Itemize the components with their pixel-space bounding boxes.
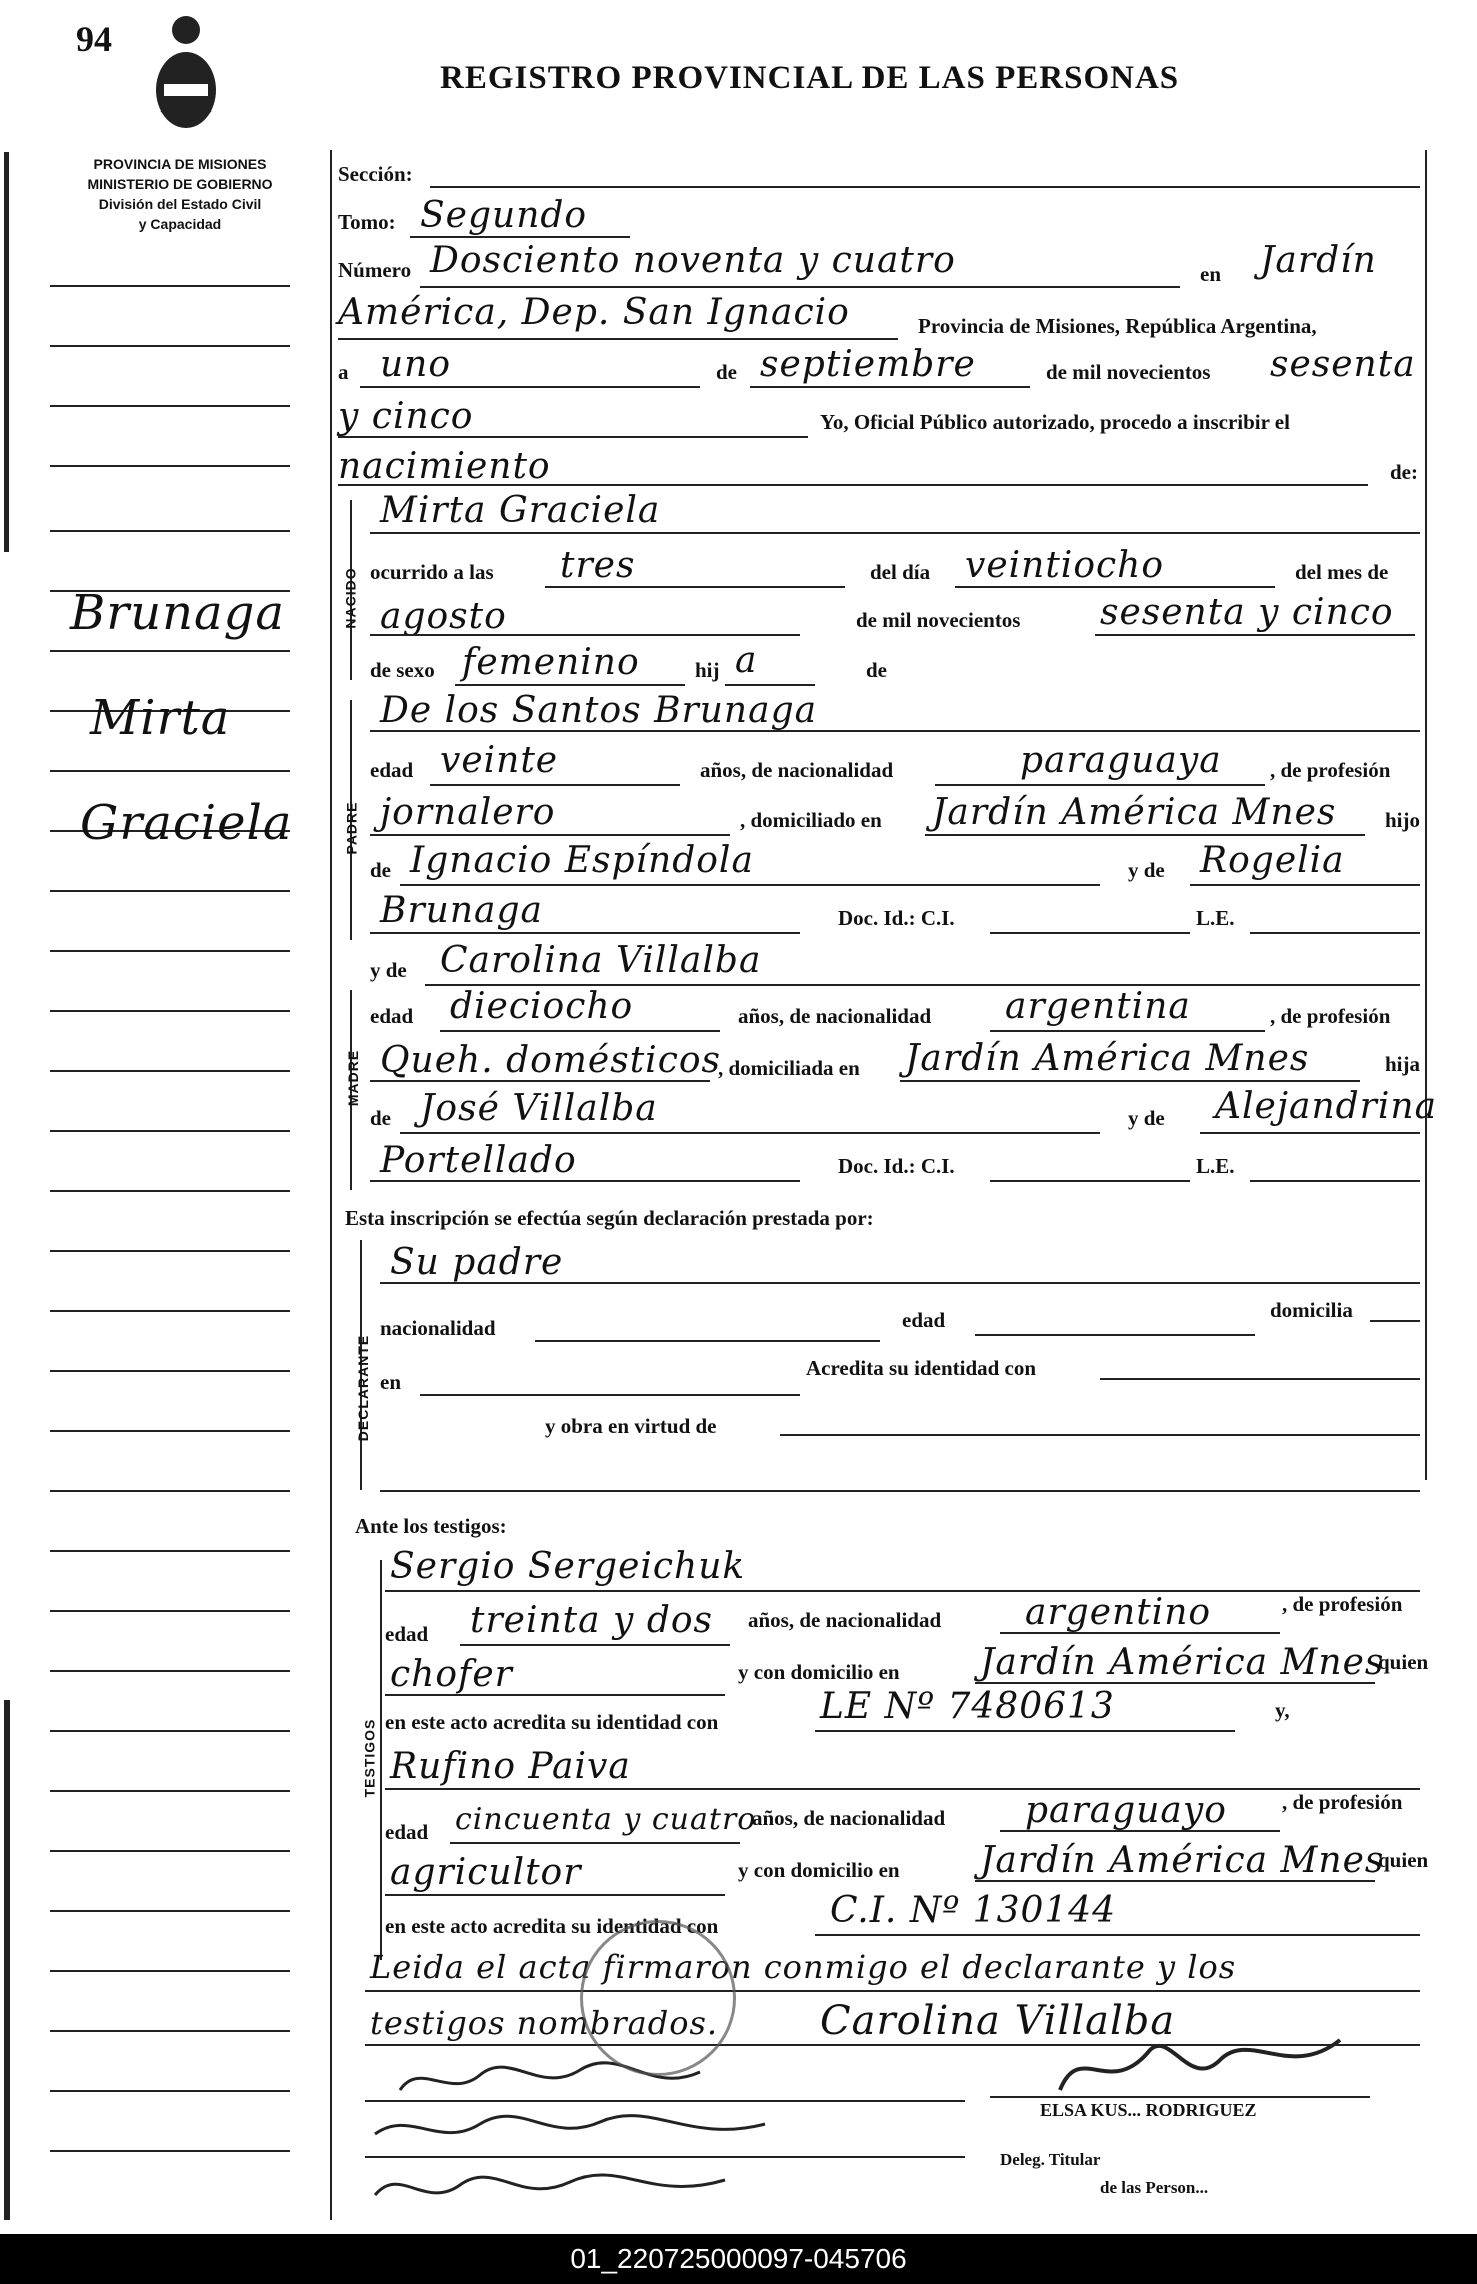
hw-anio-nac: sesenta y cinco [1100,592,1394,633]
official-title-1: Deleg. Titular [1000,2150,1101,2169]
label-edad-t1: edad [385,1622,429,1646]
hw-padre-nac: paraguaya [1020,740,1222,781]
hw-cierre-2: testigos nombrados. [370,2004,719,2042]
label-hija: hija [1385,1052,1421,1076]
label-profesion-t1: , de profesión [1282,1592,1403,1616]
hw-madre: Carolina Villalba [440,940,762,981]
label-domiciliada: , domiciliada en [718,1056,860,1080]
hw-cierre-1: Leida el acta firmaron conmigo el declarante y los [370,1948,1237,1986]
label-de-4: de [370,1106,391,1130]
hw-abuela-p: Rogelia [1200,840,1345,881]
label-profesion-t2: , de profesión [1282,1790,1403,1814]
form-frame [330,150,332,2220]
hw-testigo1: Sergio Sergeichuk [390,1546,746,1587]
label-y-de-madre: y de [1128,1106,1165,1130]
label-hijo: hijo [1385,808,1421,832]
margin-note-name1: Mirta [90,690,231,746]
official-name: ELSA KUS... RODRIGUEZ [1040,2100,1257,2120]
hw-abuelo-p: Ignacio Espíndola [410,840,754,881]
hw-declarante: Su padre [390,1242,564,1283]
label-seccion: Sección: [338,162,413,186]
left-edge-bar [4,152,9,552]
hw-madre-nac: argentina [1005,986,1191,1027]
hw-t2-prof: agricultor [390,1852,582,1893]
footer-code: 01_220725000097-045706 [0,2234,1477,2284]
hw-t1-doc: LE Nº 7480613 [820,1686,1115,1727]
form-frame-right [1425,150,1427,1480]
hw-abuela-m2: Portellado [380,1140,577,1181]
hw-t2-edad: cincuenta y cuatro [455,1802,757,1837]
label-anos-nac-t1: años, de nacionalidad [748,1608,942,1632]
hw-padre-prof: jornalero [380,792,556,833]
section-tag-testigos: TESTIGOS [361,1718,378,1798]
coat-of-arms-icon [146,10,226,145]
left-edge-bar [4,1700,10,2220]
label-y-de-padre: y de [1128,858,1165,882]
label-profesion-madre: , de profesión [1270,1004,1391,1028]
label-en-este-acto-t2: en este acto acredita su identidad con [385,1914,719,1938]
label-de-mil-novecientos: de mil novecientos [856,608,1021,632]
hw-anio-2: y cinco [338,396,474,437]
hw-en: Jardín [1260,240,1377,281]
label-anos-nac-padre: años, de nacionalidad [700,758,894,782]
label-anos-nac-madre: años, de nacionalidad [738,1004,932,1028]
label-anos-nac-t2: años, de nacionalidad [752,1806,946,1830]
org-line: MINISTERIO DE GOBIERNO [87,176,273,192]
label-profesion-padre: , de profesión [1270,758,1391,782]
hw-dia-nac: veintiocho [965,545,1165,586]
label-nacionalidad: nacionalidad [380,1316,496,1340]
hw-nombre: Mirta Graciela [380,490,661,531]
margin-note-surname: Brunaga [70,585,286,641]
label-de-3: de [370,858,391,882]
hw-lugar: América, Dep. San Ignacio [338,292,850,333]
official-title-2: de las Person... [1100,2178,1209,2197]
hw-t1-prof: chofer [390,1654,513,1695]
hw-abuela-p2: Brunaga [380,890,544,931]
org-block [50,154,310,234]
hw-madre-dom: Jardín América Mnes [905,1038,1310,1079]
page-title: REGISTRO PROVINCIAL DE LAS PERSONAS [440,60,1180,96]
label-numero: Número [338,258,412,282]
label-hij: hij [695,658,720,682]
hw-dia: uno [380,344,452,385]
label-en-este-acto-t1: en este acto acredita su identidad con [385,1710,719,1734]
signature-testigo2 [370,2160,730,2221]
hw-madre-prof: Queh. domésticos [380,1040,722,1081]
official-seal-icon [580,1920,736,2076]
label-quien-t1: quien [1378,1650,1429,1674]
label-obra: y obra en virtud de [545,1414,717,1438]
org-line: PROVINCIA DE MISIONES [93,156,267,172]
section-tag-declarante: DECLARANTE [355,1334,372,1442]
label-edad-declarante: edad [902,1308,946,1332]
hw-mes-nac: agosto [380,596,507,637]
label-en: en [1200,262,1221,286]
hw-mes: septiembre [760,344,976,385]
hw-abuelo-m: José Villalba [420,1088,658,1129]
label-y-comma: y, [1275,1698,1290,1722]
section-tag-padre: PADRE [343,801,360,855]
label-provincia: Provincia de Misiones, República Argentina, [918,314,1317,338]
hw-padre-dom: Jardín América Mnes [932,792,1337,833]
label-edad-madre: edad [370,1004,414,1028]
label-y-de-madre-intro: y de [370,958,407,982]
label-de: de [716,360,737,384]
hw-t2-nac: paraguayo [1025,1790,1227,1831]
label-ante-testigos: Ante los testigos: [355,1514,507,1538]
hw-tomo: Segundo [420,195,588,236]
hw-sexo: femenino [462,642,640,683]
label-yo-oficial: Yo, Oficial Público autorizado, procedo a inscribir el [820,410,1290,434]
org-line: División del Estado Civil [98,196,262,212]
org-line: y Capacidad [138,216,222,232]
hw-testigo2: Rufino Paiva [390,1746,631,1787]
hw-t2-doc: C.I. Nº 130144 [830,1890,1117,1931]
label-domiciliado: , domiciliado en [740,808,882,832]
label-edad-padre: edad [370,758,414,782]
label-en-declarante: en [380,1370,401,1394]
hw-t2-dom: Jardín América Mnes [980,1840,1385,1881]
label-tomo: Tomo: [338,210,396,234]
hw-abuela-m: Alejandrina [1215,1086,1438,1127]
hw-hij-suffix: a [735,640,758,681]
label-esta-inscripcion: Esta inscripción se efectúa según declaración prestada por: [345,1206,874,1230]
signature-testigo1 [370,2104,770,2159]
label-quien-t2: quien [1378,1848,1429,1872]
hw-t1-dom: Jardín América Mnes [980,1642,1385,1683]
label-le-madre: L.E. [1196,1154,1235,1178]
hw-madre-edad: dieciocho [450,986,634,1027]
label-de-colon: de: [1390,460,1418,484]
hw-acto: nacimiento [338,446,551,487]
hw-t1-nac: argentino [1025,1592,1212,1633]
page-number: 94 [76,19,112,59]
hw-numero: Dosciento noventa y cuatro [430,240,956,281]
hw-anio-1: sesenta [1270,344,1416,385]
margin-note-name2: Graciela [80,795,293,851]
hw-padre: De los Santos Brunaga [380,690,818,731]
hw-padre-edad: veinte [440,740,559,781]
label-ocurrido: ocurrido a las [370,560,494,584]
label-domicilia: domicilia [1270,1298,1353,1322]
label-acredita: Acredita su identidad con [806,1356,1037,1380]
hw-hora: tres [560,545,636,586]
label-del-dia: del día [870,560,931,584]
signature-madre: Carolina Villalba [820,1998,1176,2044]
label-doc-id-padre: Doc. Id.: C.I. [838,906,955,930]
label-doc-id-madre: Doc. Id.: C.I. [838,1154,955,1178]
label-con-domicilio-t2: y con domicilio en [738,1858,900,1882]
label-de-2: de [866,658,887,682]
label-de-sexo: de sexo [370,658,435,682]
section-tag-madre: MADRE [345,1049,362,1107]
label-con-domicilio-t1: y con domicilio en [738,1660,900,1684]
label-mil-novecientos: de mil novecientos [1046,360,1211,384]
label-edad-t2: edad [385,1820,429,1844]
section-tag-nacido: NACIDO [342,567,359,629]
hw-t1-edad: treinta y dos [470,1600,714,1641]
label-le-padre: L.E. [1196,906,1235,930]
label-del-mes: del mes de [1295,560,1389,584]
label-a: a [338,360,349,384]
